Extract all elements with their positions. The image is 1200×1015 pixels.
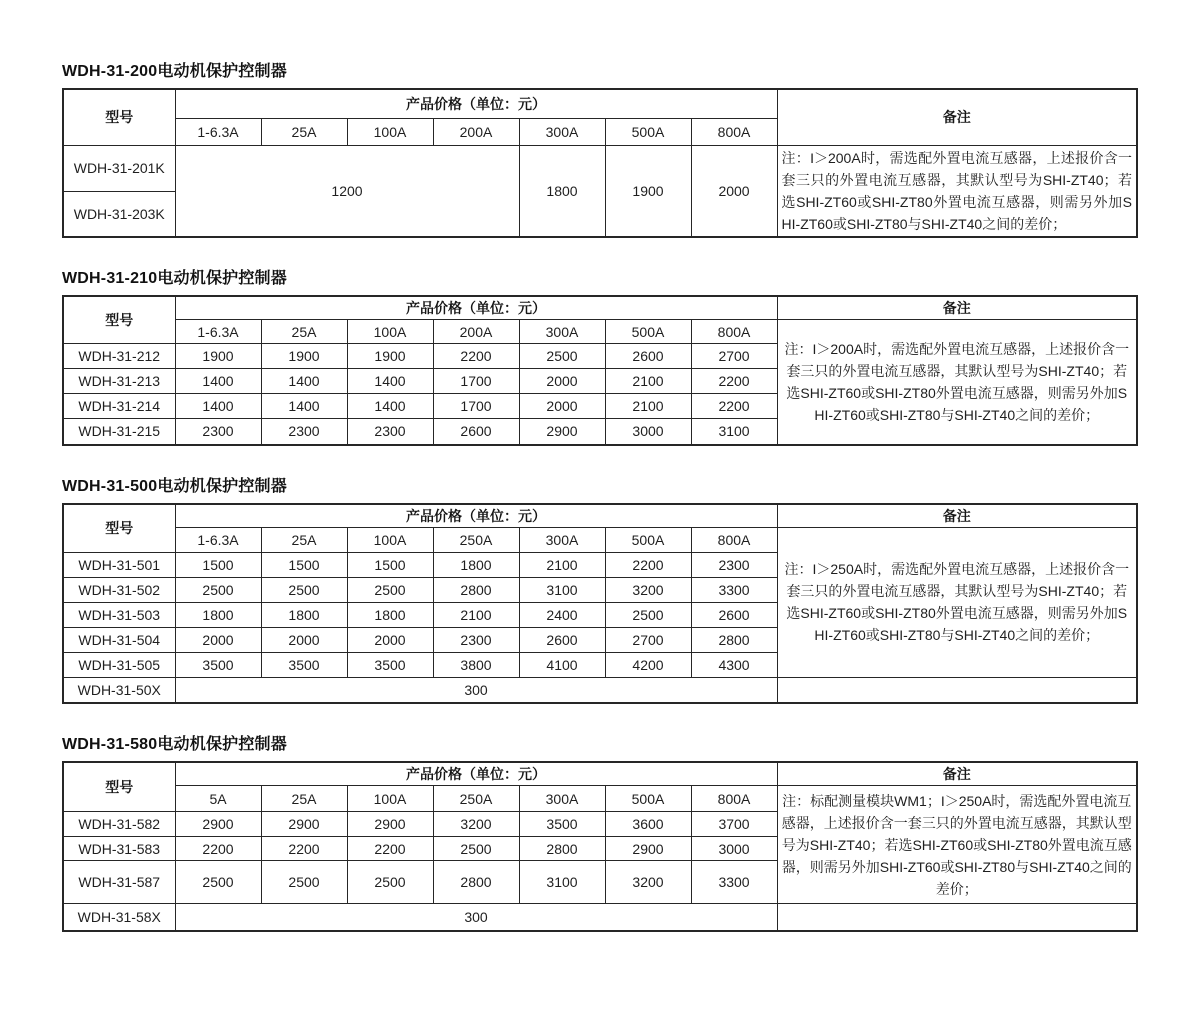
price-cell: 3500	[347, 652, 433, 677]
price-table-wdh-31-210	[62, 295, 1138, 446]
price-cell: 2900	[347, 812, 433, 837]
price-cell: 1900	[175, 344, 261, 369]
price-cell: 2900	[605, 837, 691, 861]
price-cell: 2900	[261, 812, 347, 837]
price-cell: 300	[175, 677, 777, 703]
note-column-header: 备注	[777, 504, 1137, 528]
table-row	[63, 677, 1137, 703]
price-cell: 2300	[261, 419, 347, 445]
model-cell: WDH-31-213	[63, 369, 175, 394]
table-row	[63, 145, 1137, 191]
current-rating-header: 25A	[261, 118, 347, 145]
current-rating-header: 100A	[347, 320, 433, 344]
price-cell: 2300	[691, 552, 777, 577]
price-cell: 2000	[261, 627, 347, 652]
price-cell: 300	[175, 904, 777, 931]
current-rating-header: 1-6.3A	[175, 527, 261, 552]
price-cell: 1900	[261, 344, 347, 369]
model-cell: WDH-31-583	[63, 837, 175, 861]
table-row	[63, 762, 1137, 786]
price-cell: 2500	[605, 602, 691, 627]
price-cell: 2500	[433, 837, 519, 861]
price-cell: 2000	[519, 369, 605, 394]
price-group-header: 产品价格（单位：元）	[175, 89, 777, 118]
price-cell: 3200	[605, 861, 691, 904]
price-cell: 2600	[605, 344, 691, 369]
section-title-wdh-31-200: WDH-31-200电动机保护控制器	[62, 63, 287, 80]
model-cell: WDH-31-215	[63, 419, 175, 445]
current-rating-header: 250A	[433, 527, 519, 552]
current-rating-header: 800A	[691, 527, 777, 552]
table-row	[63, 320, 1137, 344]
price-cell: 2500	[519, 344, 605, 369]
current-rating-header: 500A	[605, 320, 691, 344]
price-cell: 2100	[605, 369, 691, 394]
model-cell: WDH-31-582	[63, 812, 175, 837]
section-wdh-31-500	[62, 477, 1200, 705]
price-cell: 1400	[347, 369, 433, 394]
price-cell: 2300	[347, 419, 433, 445]
price-cell: 1900	[347, 344, 433, 369]
price-cell: 3300	[691, 577, 777, 602]
price-cell: 2100	[519, 552, 605, 577]
price-cell: 1800	[347, 602, 433, 627]
current-rating-header: 250A	[433, 786, 519, 812]
price-cell: 1800	[175, 602, 261, 627]
price-cell: 3500	[261, 652, 347, 677]
note-column-header: 备注	[777, 89, 1137, 145]
price-cell: 2800	[433, 577, 519, 602]
price-cell: 1800	[261, 602, 347, 627]
section-wdh-31-580	[62, 735, 1200, 932]
model-cell: WDH-31-502	[63, 577, 175, 602]
price-cell: 4100	[519, 652, 605, 677]
current-rating-header: 5A	[175, 786, 261, 812]
empty-cell	[777, 904, 1137, 931]
model-column-header: 型号	[63, 504, 175, 553]
model-cell: WDH-31-504	[63, 627, 175, 652]
model-column-header: 型号	[63, 296, 175, 344]
price-cell: 1700	[433, 369, 519, 394]
price-cell: 1900	[605, 145, 691, 237]
price-cell: 3500	[175, 652, 261, 677]
price-cell: 2800	[691, 627, 777, 652]
price-cell: 2000	[347, 627, 433, 652]
price-cell: 3100	[519, 577, 605, 602]
price-cell: 2600	[433, 419, 519, 445]
price-cell: 2600	[691, 602, 777, 627]
price-cell: 3500	[519, 812, 605, 837]
price-cell: 4300	[691, 652, 777, 677]
price-cell: 3600	[605, 812, 691, 837]
current-rating-header: 1-6.3A	[175, 320, 261, 344]
price-group-header: 产品价格（单位：元）	[175, 504, 777, 528]
table-row	[63, 904, 1137, 931]
model-cell: WDH-31-212	[63, 344, 175, 369]
price-cell: 3800	[433, 652, 519, 677]
model-cell: WDH-31-214	[63, 394, 175, 419]
current-rating-header: 300A	[519, 118, 605, 145]
model-cell: WDH-31-58X	[63, 904, 175, 931]
price-cell: 2400	[519, 602, 605, 627]
table-row	[63, 89, 1137, 118]
model-column-header: 型号	[63, 762, 175, 812]
current-rating-header: 800A	[691, 786, 777, 812]
price-cell: 2100	[605, 394, 691, 419]
section-title-wdh-31-500: WDH-31-500电动机保护控制器	[62, 477, 287, 495]
price-cell: 1400	[261, 394, 347, 419]
price-group-header: 产品价格（单位：元）	[175, 296, 777, 320]
current-rating-header: 800A	[691, 320, 777, 344]
model-column-header: 型号	[63, 89, 175, 145]
price-cell: 2200	[605, 552, 691, 577]
price-cell: 2800	[519, 837, 605, 861]
price-cell: 2600	[519, 627, 605, 652]
current-rating-header: 200A	[433, 320, 519, 344]
current-rating-header: 300A	[519, 527, 605, 552]
price-cell: 2200	[175, 837, 261, 861]
price-cell: 2300	[433, 627, 519, 652]
price-cell: 1800	[519, 145, 605, 237]
price-cell: 2500	[261, 577, 347, 602]
price-cell: 1400	[175, 394, 261, 419]
price-cell: 1200	[175, 145, 519, 237]
current-rating-header: 200A	[433, 118, 519, 145]
model-cell: WDH-31-50X	[63, 677, 175, 703]
table-row	[63, 786, 1137, 812]
note-cell: 注：I＞200A时，需选配外置电流互感器，上述报价含一套三只的外置电流互感器，其默认型号为SHI-ZT40；若选SHI-ZT60或SHI-ZT80外置电流互感器，则需另外加SHI-ZT60或SHI-ZT80与SHI-ZT40之间的差价；	[777, 145, 1137, 237]
price-cell: 1400	[175, 369, 261, 394]
price-cell: 1800	[433, 552, 519, 577]
price-cell: 2700	[691, 344, 777, 369]
price-group-header: 产品价格（单位：元）	[175, 762, 777, 786]
price-cell: 3000	[605, 419, 691, 445]
price-cell: 3100	[691, 419, 777, 445]
current-rating-header: 25A	[261, 786, 347, 812]
current-rating-header: 300A	[519, 786, 605, 812]
section-title-wdh-31-210: WDH-31-210电动机保护控制器	[62, 270, 287, 287]
price-cell: 2200	[347, 837, 433, 861]
price-cell: 2500	[175, 577, 261, 602]
current-rating-header: 300A	[519, 320, 605, 344]
current-rating-header: 100A	[347, 527, 433, 552]
price-cell: 4200	[605, 652, 691, 677]
empty-cell	[777, 677, 1137, 703]
note-column-header: 备注	[777, 762, 1137, 786]
price-table-wdh-31-580	[62, 761, 1138, 932]
current-rating-header: 100A	[347, 118, 433, 145]
section-wdh-31-200	[62, 62, 1200, 238]
price-cell: 2500	[175, 861, 261, 904]
price-cell: 2200	[691, 394, 777, 419]
price-cell: 3200	[605, 577, 691, 602]
price-table-wdh-31-200	[62, 88, 1138, 238]
price-cell: 2500	[261, 861, 347, 904]
model-cell: WDH-31-505	[63, 652, 175, 677]
price-cell: 2300	[175, 419, 261, 445]
price-cell: 1500	[175, 552, 261, 577]
section-title-wdh-31-580: WDH-31-580电动机保护控制器	[62, 736, 287, 753]
section-wdh-31-210	[62, 269, 1200, 446]
model-cell: WDH-31-201K	[63, 145, 175, 191]
table-row	[63, 527, 1137, 552]
note-cell: 注：I＞250A时，需选配外置电流互感器，上述报价含一套三只的外置电流互感器，其默认型号为SHI-ZT40；若选SHI-ZT60或SHI-ZT80外置电流互感器，则需另外加SHI-ZT60或SHI-ZT80与SHI-ZT40之间的差价；	[777, 527, 1137, 677]
price-cell: 3000	[691, 837, 777, 861]
price-cell: 2200	[433, 344, 519, 369]
current-rating-header: 500A	[605, 786, 691, 812]
current-rating-header: 100A	[347, 786, 433, 812]
price-table-wdh-31-500	[62, 503, 1138, 705]
price-cell: 2500	[347, 861, 433, 904]
price-cell: 2200	[691, 369, 777, 394]
price-cell: 1400	[261, 369, 347, 394]
price-cell: 2700	[605, 627, 691, 652]
price-cell: 2000	[691, 145, 777, 237]
price-cell: 3100	[519, 861, 605, 904]
price-cell: 3700	[691, 812, 777, 837]
model-cell: WDH-31-503	[63, 602, 175, 627]
model-cell: WDH-31-587	[63, 861, 175, 904]
price-cell: 3200	[433, 812, 519, 837]
current-rating-header: 800A	[691, 118, 777, 145]
note-cell: 注：标配测量模块WM1；I＞250A时，需选配外置电流互感器，上述报价含一套三只的外置电流互感器，其默认型号为SHI-ZT40；若选SHI-ZT60或SHI-ZT80外置电流互感器，则需另外加SHI-ZT60或SHI-ZT80与SHI-ZT40之间的差价；	[777, 786, 1137, 904]
price-cell: 2800	[433, 861, 519, 904]
table-row	[63, 296, 1137, 320]
table-row	[63, 504, 1137, 528]
price-cell: 2000	[175, 627, 261, 652]
current-rating-header: 1-6.3A	[175, 118, 261, 145]
price-cell: 1500	[261, 552, 347, 577]
price-cell: 2900	[175, 812, 261, 837]
price-cell: 2100	[433, 602, 519, 627]
note-cell: 注：I＞200A时，需选配外置电流互感器，上述报价含一套三只的外置电流互感器，其默认型号为SHI-ZT40；若选SHI-ZT60或SHI-ZT80外置电流互感器，则需另外加SHI-ZT60或SHI-ZT80与SHI-ZT40之间的差价；	[777, 320, 1137, 445]
model-cell: WDH-31-203K	[63, 191, 175, 237]
price-cell: 2200	[261, 837, 347, 861]
current-rating-header: 25A	[261, 320, 347, 344]
price-cell: 1500	[347, 552, 433, 577]
model-cell: WDH-31-501	[63, 552, 175, 577]
current-rating-header: 500A	[605, 118, 691, 145]
current-rating-header: 25A	[261, 527, 347, 552]
price-cell: 2000	[519, 394, 605, 419]
current-rating-header: 500A	[605, 527, 691, 552]
price-cell: 1400	[347, 394, 433, 419]
note-column-header: 备注	[777, 296, 1137, 320]
price-cell: 2900	[519, 419, 605, 445]
price-cell: 1700	[433, 394, 519, 419]
price-cell: 3300	[691, 861, 777, 904]
price-cell: 2500	[347, 577, 433, 602]
